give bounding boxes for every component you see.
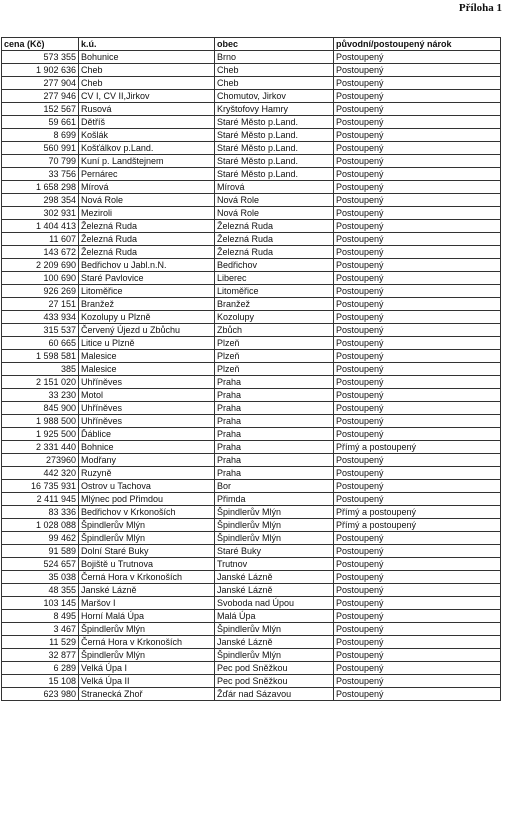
cell-municipality: Špindlerův Mlýn xyxy=(215,649,334,662)
table-row xyxy=(2,441,501,454)
cell-cadastral-area: Rusová xyxy=(79,103,215,116)
cell-price: 99 462 xyxy=(2,532,79,545)
cell-cadastral-area: CV I, CV II,Jirkov xyxy=(79,90,215,103)
cell-claim-type: Postoupený xyxy=(334,389,501,402)
cell-claim-type: Postoupený xyxy=(334,337,501,350)
cell-municipality: Svoboda nad Úpou xyxy=(215,597,334,610)
table-row xyxy=(2,675,501,688)
price-table xyxy=(1,37,501,701)
cell-cadastral-area: Litice u Plzně xyxy=(79,337,215,350)
cell-price: 623 980 xyxy=(2,688,79,701)
cell-price: 442 320 xyxy=(2,467,79,480)
cell-claim-type: Postoupený xyxy=(334,493,501,506)
cell-municipality: Špindlerův Mlýn xyxy=(215,519,334,532)
table-body xyxy=(2,51,501,701)
cell-municipality: Praha xyxy=(215,441,334,454)
cell-claim-type: Postoupený xyxy=(334,428,501,441)
cell-price: 70 799 xyxy=(2,155,79,168)
table-row xyxy=(2,623,501,636)
cell-price: 277 904 xyxy=(2,77,79,90)
cell-claim-type: Postoupený xyxy=(334,662,501,675)
table-row xyxy=(2,246,501,259)
cell-municipality: Praha xyxy=(215,454,334,467)
table-row xyxy=(2,90,501,103)
cell-cadastral-area: Nová Role xyxy=(79,194,215,207)
cell-price: 1 658 298 xyxy=(2,181,79,194)
cell-price: 6 289 xyxy=(2,662,79,675)
table-row xyxy=(2,324,501,337)
cell-claim-type: Postoupený xyxy=(334,675,501,688)
cell-price: 59 661 xyxy=(2,116,79,129)
cell-municipality: Staré Město p.Land. xyxy=(215,129,334,142)
cell-cadastral-area: Železná Ruda xyxy=(79,233,215,246)
cell-municipality: Cheb xyxy=(215,64,334,77)
cell-claim-type: Postoupený xyxy=(334,168,501,181)
cell-claim-type: Postoupený xyxy=(334,155,501,168)
cell-price: 11 607 xyxy=(2,233,79,246)
cell-cadastral-area: Cheb xyxy=(79,77,215,90)
table-row xyxy=(2,454,501,467)
cell-price: 32 877 xyxy=(2,649,79,662)
cell-cadastral-area: Meziroli xyxy=(79,207,215,220)
cell-price: 15 108 xyxy=(2,675,79,688)
cell-cadastral-area: Černá Hora v Krkonoších xyxy=(79,636,215,649)
table-row xyxy=(2,337,501,350)
table-row xyxy=(2,220,501,233)
cell-price: 100 690 xyxy=(2,272,79,285)
cell-cadastral-area: Janské Lázně xyxy=(79,584,215,597)
cell-price: 1 988 500 xyxy=(2,415,79,428)
cell-municipality: Železná Ruda xyxy=(215,246,334,259)
cell-municipality: Praha xyxy=(215,415,334,428)
cell-municipality: Janské Lázně xyxy=(215,584,334,597)
cell-cadastral-area: Košlák xyxy=(79,129,215,142)
cell-municipality: Mírová xyxy=(215,181,334,194)
cell-municipality: Železná Ruda xyxy=(215,220,334,233)
cell-cadastral-area: Malesice xyxy=(79,350,215,363)
cell-price: 143 672 xyxy=(2,246,79,259)
cell-claim-type: Postoupený xyxy=(334,467,501,480)
cell-claim-type: Postoupený xyxy=(334,311,501,324)
cell-claim-type: Postoupený xyxy=(334,77,501,90)
table-row xyxy=(2,493,501,506)
table-row xyxy=(2,233,501,246)
cell-price: 573 355 xyxy=(2,51,79,64)
cell-claim-type: Postoupený xyxy=(334,610,501,623)
cell-municipality: Zbůch xyxy=(215,324,334,337)
cell-claim-type: Postoupený xyxy=(334,103,501,116)
cell-municipality: Cheb xyxy=(215,77,334,90)
cell-claim-type: Postoupený xyxy=(334,129,501,142)
cell-claim-type: Postoupený xyxy=(334,402,501,415)
table-row xyxy=(2,168,501,181)
cell-claim-type: Postoupený xyxy=(334,623,501,636)
table-row xyxy=(2,688,501,701)
cell-price: 524 657 xyxy=(2,558,79,571)
cell-cadastral-area: Dětříš xyxy=(79,116,215,129)
cell-cadastral-area: Špindlerův Mlýn xyxy=(79,519,215,532)
cell-price: 926 269 xyxy=(2,285,79,298)
cell-municipality: Staré Buky xyxy=(215,545,334,558)
cell-cadastral-area: Bojiště u Trutnova xyxy=(79,558,215,571)
cell-municipality: Branžež xyxy=(215,298,334,311)
cell-cadastral-area: Stranecká Zhoř xyxy=(79,688,215,701)
table-row xyxy=(2,415,501,428)
cell-claim-type: Postoupený xyxy=(334,64,501,77)
cell-claim-type: Postoupený xyxy=(334,181,501,194)
cell-price: 433 934 xyxy=(2,311,79,324)
cell-cadastral-area: Košťálkov p.Land. xyxy=(79,142,215,155)
cell-municipality: Staré Město p.Land. xyxy=(215,155,334,168)
cell-cadastral-area: Ďáblice xyxy=(79,428,215,441)
cell-price: 298 354 xyxy=(2,194,79,207)
table-row xyxy=(2,77,501,90)
cell-claim-type: Postoupený xyxy=(334,649,501,662)
cell-price: 33 230 xyxy=(2,389,79,402)
table-row xyxy=(2,259,501,272)
cell-cadastral-area: Černá Hora v Krkonoších xyxy=(79,571,215,584)
cell-cadastral-area: Mírová xyxy=(79,181,215,194)
cell-price: 27 151 xyxy=(2,298,79,311)
table-row xyxy=(2,649,501,662)
cell-claim-type: Postoupený xyxy=(334,545,501,558)
header-cadastral-area: k.ú. xyxy=(79,38,215,51)
cell-price: 103 145 xyxy=(2,597,79,610)
cell-claim-type: Postoupený xyxy=(334,584,501,597)
cell-cadastral-area: Uhříněves xyxy=(79,376,215,389)
cell-cadastral-area: Špindlerův Mlýn xyxy=(79,532,215,545)
table-row xyxy=(2,350,501,363)
cell-municipality: Špindlerův Mlýn xyxy=(215,623,334,636)
cell-cadastral-area: Bohunice xyxy=(79,51,215,64)
table-row xyxy=(2,376,501,389)
cell-cadastral-area: Modřany xyxy=(79,454,215,467)
table-row xyxy=(2,194,501,207)
annex-label: Příloha 1 xyxy=(458,2,502,14)
cell-claim-type: Postoupený xyxy=(334,571,501,584)
cell-price: 560 991 xyxy=(2,142,79,155)
header-claim-type: původní/postoupený nárok xyxy=(334,38,501,51)
cell-price: 277 946 xyxy=(2,90,79,103)
cell-price: 2 151 020 xyxy=(2,376,79,389)
cell-cadastral-area: Červený Újezd u Zbůchu xyxy=(79,324,215,337)
cell-cadastral-area: Staré Pavlovice xyxy=(79,272,215,285)
cell-cadastral-area: Bedřichov u Jabl.n.N. xyxy=(79,259,215,272)
cell-price: 273960 xyxy=(2,454,79,467)
cell-claim-type: Postoupený xyxy=(334,233,501,246)
table-row xyxy=(2,571,501,584)
table-row xyxy=(2,103,501,116)
cell-cadastral-area: Železná Ruda xyxy=(79,246,215,259)
cell-municipality: Bor xyxy=(215,480,334,493)
cell-municipality: Nová Role xyxy=(215,194,334,207)
cell-claim-type: Postoupený xyxy=(334,597,501,610)
table-row xyxy=(2,636,501,649)
table-row xyxy=(2,311,501,324)
table-header-row xyxy=(2,38,501,51)
table-row xyxy=(2,285,501,298)
cell-claim-type: Postoupený xyxy=(334,558,501,571)
cell-municipality: Plzeň xyxy=(215,337,334,350)
table-row xyxy=(2,207,501,220)
cell-municipality: Nová Role xyxy=(215,207,334,220)
table-row xyxy=(2,584,501,597)
cell-price: 3 467 xyxy=(2,623,79,636)
table-row xyxy=(2,506,501,519)
table-row xyxy=(2,597,501,610)
cell-municipality: Brno xyxy=(215,51,334,64)
cell-claim-type: Postoupený xyxy=(334,194,501,207)
table-row xyxy=(2,389,501,402)
cell-claim-type: Postoupený xyxy=(334,415,501,428)
cell-municipality: Přimda xyxy=(215,493,334,506)
cell-price: 33 756 xyxy=(2,168,79,181)
cell-price: 385 xyxy=(2,363,79,376)
cell-price: 16 735 931 xyxy=(2,480,79,493)
cell-municipality: Kryštofovy Hamry xyxy=(215,103,334,116)
cell-claim-type: Postoupený xyxy=(334,363,501,376)
cell-municipality: Chomutov, Jirkov xyxy=(215,90,334,103)
cell-price: 48 355 xyxy=(2,584,79,597)
cell-cadastral-area: Pernárec xyxy=(79,168,215,181)
cell-claim-type: Přímý a postoupený xyxy=(334,441,501,454)
cell-municipality: Žďár nad Sázavou xyxy=(215,688,334,701)
cell-municipality: Špindlerův Mlýn xyxy=(215,506,334,519)
cell-cadastral-area: Motol xyxy=(79,389,215,402)
table-row xyxy=(2,363,501,376)
cell-cadastral-area: Bedřichov v Krkonoších xyxy=(79,506,215,519)
cell-price: 315 537 xyxy=(2,324,79,337)
cell-price: 302 931 xyxy=(2,207,79,220)
cell-price: 1 925 500 xyxy=(2,428,79,441)
cell-cadastral-area: Litoměřice xyxy=(79,285,215,298)
cell-municipality: Železná Ruda xyxy=(215,233,334,246)
cell-cadastral-area: Špindlerův Mlýn xyxy=(79,623,215,636)
cell-cadastral-area: Bohnice xyxy=(79,441,215,454)
cell-cadastral-area: Malesice xyxy=(79,363,215,376)
table-row xyxy=(2,545,501,558)
cell-municipality: Staré Město p.Land. xyxy=(215,168,334,181)
cell-municipality: Bedřichov xyxy=(215,259,334,272)
cell-cadastral-area: Uhříněves xyxy=(79,415,215,428)
cell-cadastral-area: Železná Ruda xyxy=(79,220,215,233)
cell-municipality: Staré Město p.Land. xyxy=(215,142,334,155)
cell-claim-type: Postoupený xyxy=(334,272,501,285)
cell-price: 845 900 xyxy=(2,402,79,415)
table-row xyxy=(2,519,501,532)
cell-claim-type: Postoupený xyxy=(334,298,501,311)
cell-municipality: Malá Úpa xyxy=(215,610,334,623)
table-row xyxy=(2,467,501,480)
table-row xyxy=(2,428,501,441)
cell-municipality: Špindlerův Mlýn xyxy=(215,532,334,545)
cell-cadastral-area: Špindlerův Mlýn xyxy=(79,649,215,662)
cell-claim-type: Postoupený xyxy=(334,688,501,701)
table-row xyxy=(2,64,501,77)
cell-price: 1 598 581 xyxy=(2,350,79,363)
cell-claim-type: Postoupený xyxy=(334,454,501,467)
cell-cadastral-area: Kozolupy u Plzně xyxy=(79,311,215,324)
cell-claim-type: Postoupený xyxy=(334,220,501,233)
cell-price: 2 209 690 xyxy=(2,259,79,272)
table-row xyxy=(2,116,501,129)
cell-municipality: Praha xyxy=(215,467,334,480)
cell-claim-type: Postoupený xyxy=(334,376,501,389)
table-row xyxy=(2,272,501,285)
table-row xyxy=(2,51,501,64)
cell-cadastral-area: Ruzyně xyxy=(79,467,215,480)
cell-municipality: Pec pod Sněžkou xyxy=(215,662,334,675)
cell-municipality: Janské Lázně xyxy=(215,571,334,584)
cell-municipality: Praha xyxy=(215,428,334,441)
cell-claim-type: Postoupený xyxy=(334,116,501,129)
cell-cadastral-area: Branžež xyxy=(79,298,215,311)
cell-claim-type: Postoupený xyxy=(334,532,501,545)
cell-cadastral-area: Velká Úpa II xyxy=(79,675,215,688)
cell-price: 1 902 636 xyxy=(2,64,79,77)
cell-cadastral-area: Velká Úpa I xyxy=(79,662,215,675)
cell-claim-type: Postoupený xyxy=(334,285,501,298)
cell-claim-type: Postoupený xyxy=(334,207,501,220)
cell-price: 2 411 945 xyxy=(2,493,79,506)
cell-claim-type: Postoupený xyxy=(334,142,501,155)
cell-cadastral-area: Cheb xyxy=(79,64,215,77)
table-row xyxy=(2,298,501,311)
cell-municipality: Praha xyxy=(215,389,334,402)
cell-claim-type: Postoupený xyxy=(334,90,501,103)
cell-cadastral-area: Kuní p. Landštejnem xyxy=(79,155,215,168)
cell-claim-type: Postoupený xyxy=(334,259,501,272)
header-municipality: obec xyxy=(215,38,334,51)
table-row xyxy=(2,662,501,675)
cell-municipality: Staré Město p.Land. xyxy=(215,116,334,129)
table-row xyxy=(2,480,501,493)
cell-municipality: Plzeň xyxy=(215,350,334,363)
cell-municipality: Janské Lázně xyxy=(215,636,334,649)
cell-claim-type: Postoupený xyxy=(334,350,501,363)
cell-claim-type: Postoupený xyxy=(334,324,501,337)
cell-price: 83 336 xyxy=(2,506,79,519)
cell-municipality: Pec pod Sněžkou xyxy=(215,675,334,688)
cell-claim-type: Přímý a postoupený xyxy=(334,506,501,519)
cell-municipality: Litoměřice xyxy=(215,285,334,298)
table-row xyxy=(2,142,501,155)
cell-cadastral-area: Horní Malá Úpa xyxy=(79,610,215,623)
cell-claim-type: Přímý a postoupený xyxy=(334,519,501,532)
cell-price: 8 495 xyxy=(2,610,79,623)
cell-cadastral-area: Maršov I xyxy=(79,597,215,610)
table-row xyxy=(2,402,501,415)
cell-cadastral-area: Dolní Staré Buky xyxy=(79,545,215,558)
table-row xyxy=(2,129,501,142)
cell-price: 2 331 440 xyxy=(2,441,79,454)
table-row xyxy=(2,532,501,545)
cell-price: 8 699 xyxy=(2,129,79,142)
header-price: cena (Kč) xyxy=(2,38,79,51)
cell-claim-type: Postoupený xyxy=(334,246,501,259)
cell-price: 1 404 413 xyxy=(2,220,79,233)
cell-municipality: Kozolupy xyxy=(215,311,334,324)
cell-cadastral-area: Ostrov u Tachova xyxy=(79,480,215,493)
cell-claim-type: Postoupený xyxy=(334,51,501,64)
cell-price: 152 567 xyxy=(2,103,79,116)
cell-cadastral-area: Uhříněves xyxy=(79,402,215,415)
cell-municipality: Praha xyxy=(215,376,334,389)
table-row xyxy=(2,181,501,194)
cell-price: 60 665 xyxy=(2,337,79,350)
cell-price: 91 589 xyxy=(2,545,79,558)
cell-municipality: Praha xyxy=(215,402,334,415)
cell-municipality: Liberec xyxy=(215,272,334,285)
cell-municipality: Plzeň xyxy=(215,363,334,376)
cell-cadastral-area: Mlýnec pod Přimdou xyxy=(79,493,215,506)
table-row xyxy=(2,155,501,168)
table-row xyxy=(2,558,501,571)
cell-municipality: Trutnov xyxy=(215,558,334,571)
cell-price: 1 028 088 xyxy=(2,519,79,532)
cell-price: 35 038 xyxy=(2,571,79,584)
cell-claim-type: Postoupený xyxy=(334,480,501,493)
cell-claim-type: Postoupený xyxy=(334,636,501,649)
table-row xyxy=(2,610,501,623)
cell-price: 11 529 xyxy=(2,636,79,649)
